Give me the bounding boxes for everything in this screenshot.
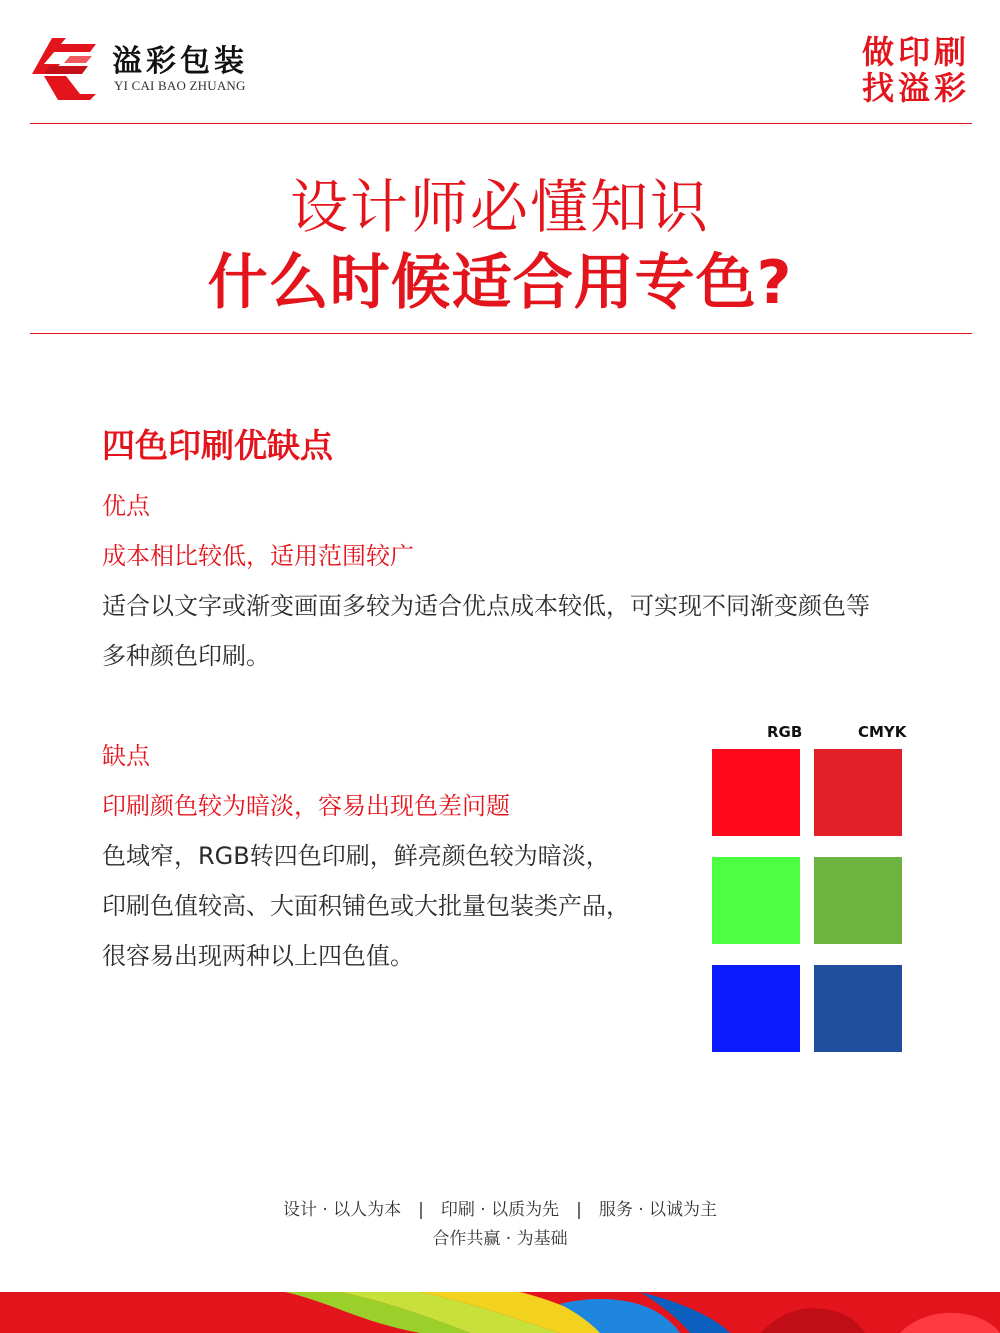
title-divider	[30, 333, 972, 334]
header-divider	[30, 123, 972, 124]
cons-body-line-1: 色域窄，RGB转四色印刷，鲜亮颜色较为暗淡，	[102, 842, 610, 870]
pros-label: 优点	[102, 492, 150, 520]
brand-name-en: YI CAI BAO ZHUANG	[114, 78, 246, 93]
rgb-red-swatch	[712, 749, 800, 836]
cmyk-blue-swatch	[814, 965, 902, 1052]
cmyk-label: CMYK	[858, 723, 907, 741]
cons-label: 缺点	[102, 742, 150, 770]
pros-summary: 成本相比较低，适用范围较广	[102, 542, 414, 570]
brand-logo-icon	[30, 36, 98, 100]
rgb-green-swatch	[712, 857, 800, 944]
pros-body-line-1: 适合以文字或渐变画面多较为适合优点成本较低，可实现不同渐变颜色等	[102, 592, 870, 620]
cons-body-line-2: 印刷色值较高、大面积铺色或大批量包装类产品，	[102, 892, 630, 920]
section-heading: 四色印刷优缺点	[102, 426, 333, 465]
slogan-line-1: 做印刷	[861, 33, 970, 71]
paint-splash-banner	[0, 1292, 1000, 1333]
pros-body-line-2: 多种颜色印刷。	[102, 642, 270, 670]
footer-motto-line-1: 设计 · 以人为本 | 印刷 · 以质为先 | 服务 · 以诚为主	[282, 1200, 718, 1220]
header-slogan	[862, 34, 970, 106]
page-title-line-2: 什么时候适合用专色?	[207, 248, 793, 318]
footer-motto-line-2: 合作共赢 · 为基础	[432, 1229, 568, 1249]
rgb-label: RGB	[767, 723, 803, 741]
cmyk-green-swatch	[814, 857, 902, 944]
page-title-line-1: 设计师必懂知识	[289, 173, 710, 241]
cons-summary: 印刷颜色较为暗淡，容易出现色差问题	[102, 792, 510, 820]
cmyk-red-swatch	[814, 749, 902, 836]
slogan-line-2: 找溢彩	[861, 69, 970, 107]
rgb-blue-swatch	[712, 965, 800, 1052]
cons-body-line-3: 很容易出现两种以上四色值。	[102, 942, 414, 970]
brand-name-cn: 溢彩包装	[112, 44, 248, 79]
